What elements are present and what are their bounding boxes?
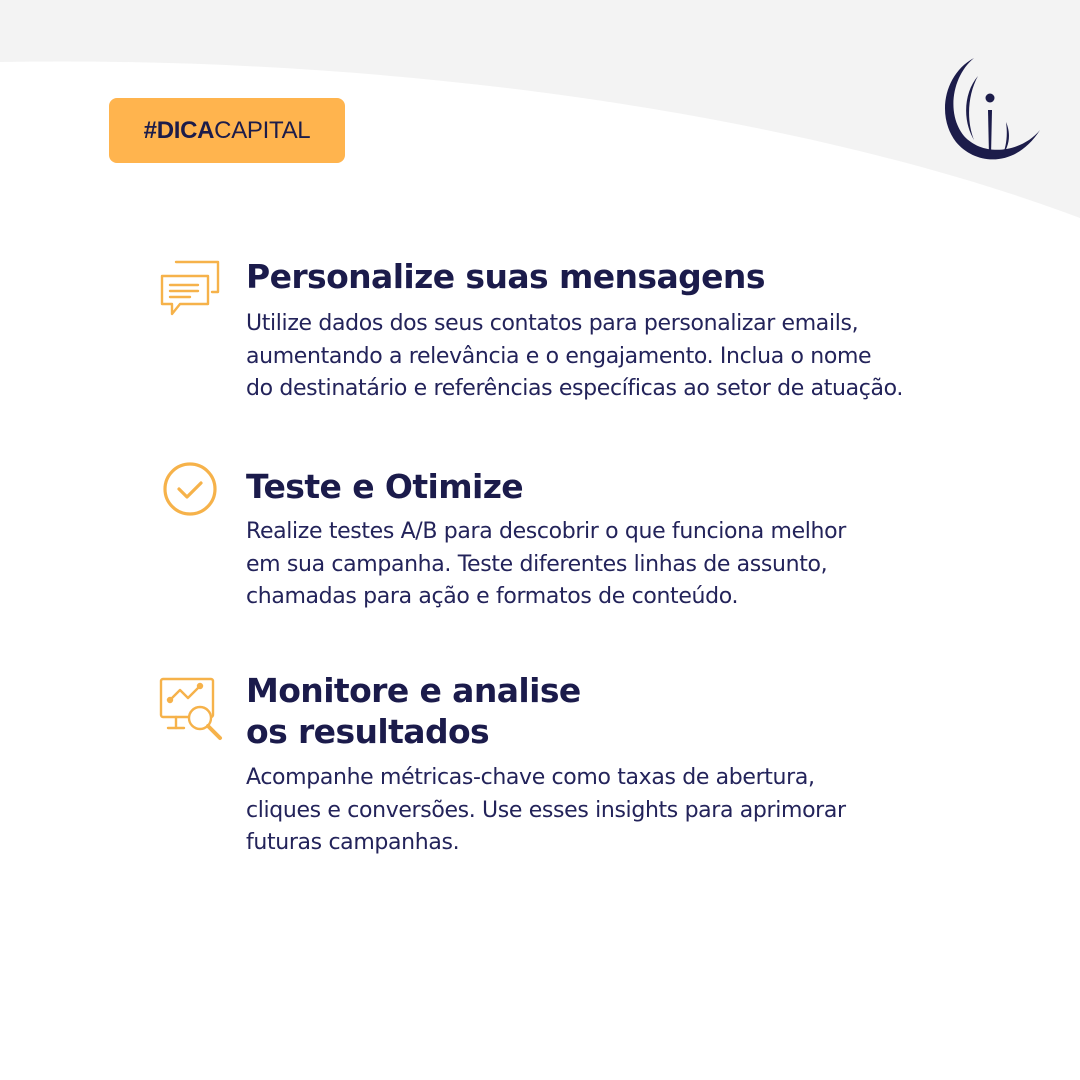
tip-body: Realize testes A/B para descobrir o que funciona melhor em sua campanha. Teste diferentes linhas de assunto, chamadas para ação e formatos de conteúdo. (246, 519, 846, 609)
tip-body: Acompanhe métricas-chave como taxas de abertura, cliques e conversões. Use esses insights para aprimorar futuras campanhas. (246, 765, 846, 855)
tip-title: Monitore e analise os resultados (246, 671, 581, 751)
check-circle-icon (157, 456, 223, 522)
tip-title: Teste e Otimize (246, 467, 524, 506)
chat-bubbles-icon (158, 258, 224, 324)
dica-capital-badge (109, 98, 345, 163)
tip-body: Utilize dados dos seus contatos para personalizar emails, aumentando a relevância e o engajamento. Inclua o nome do destinatário e referências específicas ao setor de atuação. (246, 311, 903, 401)
brand-logo-icon (936, 56, 1044, 166)
badge-bold-text: #DICA (143, 116, 215, 144)
badge-light-text: CAPITAL (214, 116, 311, 144)
analytics-magnifier-icon (158, 676, 224, 742)
tip-title: Personalize suas mensagens (246, 257, 765, 296)
